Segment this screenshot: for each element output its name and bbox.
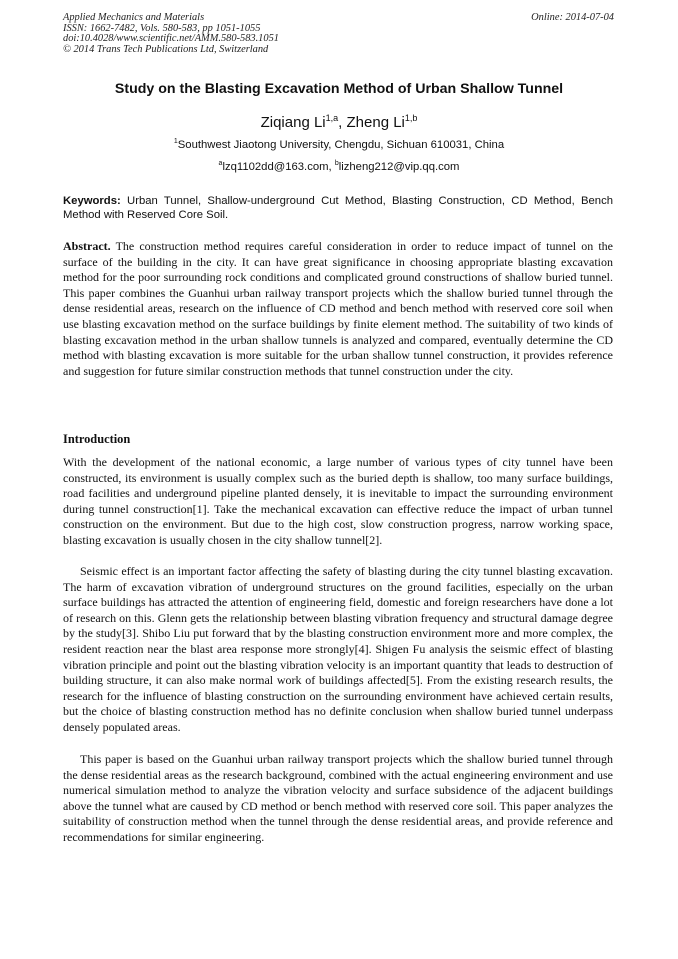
keywords-text: Urban Tunnel, Shallow-underground Cut Method, Blasting Construction, CD Method, Bench Method with Reserved Core Soil.	[63, 195, 614, 221]
affiliation-sup: 1	[173, 138, 178, 145]
keywords	[63, 194, 613, 222]
email-link: lzq1102dd@163.com,	[222, 161, 335, 173]
author-affiliation-sup: 1,b	[404, 113, 418, 123]
body-paragraph: This paper is based on the Guanhui urban railway transport projects which the shallow buried tunnel through the dense residential areas as the research background, combined with the actual engineering environment and use numerical simulation method to analyze the vibration velocity and surface subsidence of the adjacent buildings above the tunnel what are caused by CD method or bench method with reserved core soil. This paper analyzes the suitability of construction method when the tunnel through the dense residential areas, and provide reference and recommendations for similar engineering.	[63, 752, 613, 844]
author-line	[40, 113, 638, 133]
journal-header	[63, 13, 279, 55]
affiliation-text: Southwest Jiaotong University, Chengdu, Sichuan 610031, China	[177, 139, 505, 151]
email-sup: b	[334, 160, 339, 167]
email-link: lizheng212@vip.qq.com	[338, 161, 460, 173]
author-name: Ziqiang Li	[260, 114, 326, 131]
affiliation	[40, 138, 638, 152]
online-date-text: Online: 2014-07-04	[531, 12, 614, 23]
online-date	[531, 13, 614, 24]
author-separator: ,	[338, 114, 347, 131]
abstract	[63, 239, 613, 379]
keywords-label: Keywords:	[63, 195, 121, 207]
copyright-line: © 2014 Trans Tech Publications Ltd, Switzerland	[63, 43, 269, 55]
body-paragraph: With the development of the national economic, a large number of various types of city tunnel have been constructed, its environment is usually complex such as the buried depth is shallow, too many surface buildings, road facilities and underground pipeline planted densely, it is inevitable to impact the surrounding environment during tunnel construction[1]. Take the mechanical excavation can effective reduce the impact of urban tunnel construction on the environment. But due to the high cost, slow construction progress, narrow working space, blasting excavation is usually chosen in the city shallow tunnel[2].	[63, 455, 613, 547]
section-heading: Introduction	[63, 432, 131, 446]
doi-line: doi:10.4028/www.scientific.net/AMM.580-583.1051	[63, 33, 279, 45]
paper-title: Study on the Blasting Excavation Method of Urban Shallow Tunnel	[114, 81, 564, 97]
author-emails	[40, 160, 638, 174]
author-affiliation-sup: 1,a	[325, 113, 339, 123]
issn-line: ISSN: 1662-7482, Vols. 580-583, pp 1051-1055	[63, 22, 261, 34]
journal-name: Applied Mechanics and Materials	[63, 12, 205, 23]
body-paragraph: Seismic effect is an important factor affecting the safety of blasting during the city tunnel blasting excavation. The harm of excavation vibration of underground structures on the ground facilities, especially on the urban surface buildings has attracted the attention of engineering field, domestic and foreign researchers have done a lot of research on this. Glenn gets the relationship between blasting vibration frequency and structural damage degree by the study[3]. Shibo Liu put forward that by the blasting construction environment more and more complex, the resident reaction near the blast area response more strongly[4]. Shigen Fu analysis the seismic effect of blasting vibration principle and point out the blasting vibration velocity is an important quantity that leads to destruction of building structure, it can also make normal work of buildings affected[5]. From the existing research results, the research for the influence of blasting construction on the surrounding environment have achieved certain results, but the choice of blasting construction method has no definite conclusion when shallow buried tunnel underpass densely populated areas.	[63, 564, 613, 734]
abstract-text: The construction method requires careful consideration in order to reduce impact of tunnel on the surface of the building in the city. It can have great significance in choosing appropriate blasting excavation method for the poor surrounding rock conditions and complicated ground constructions of shallow buried tunnel. This paper combines the Guanhui urban railway transport projects which the shallow buried tunnel through the dense residential areas, research on the influence of CD method and bench method with reserved core soil when use blasting excavation method on the surface buildings by finite element method. The suitability of two kinds of blasting excavation method in the urban shallow tunnels is analyzed and compared, eventually determine the CD method with blasting excavation is more suitable for the urban shallow tunnel construction, it provides reference and suggestion for future similar construction methods that tunnel construction under the city.	[63, 239, 613, 378]
email-sup: a	[218, 160, 223, 167]
abstract-label: Abstract.	[63, 239, 111, 253]
author-name: Zheng Li	[346, 114, 405, 131]
